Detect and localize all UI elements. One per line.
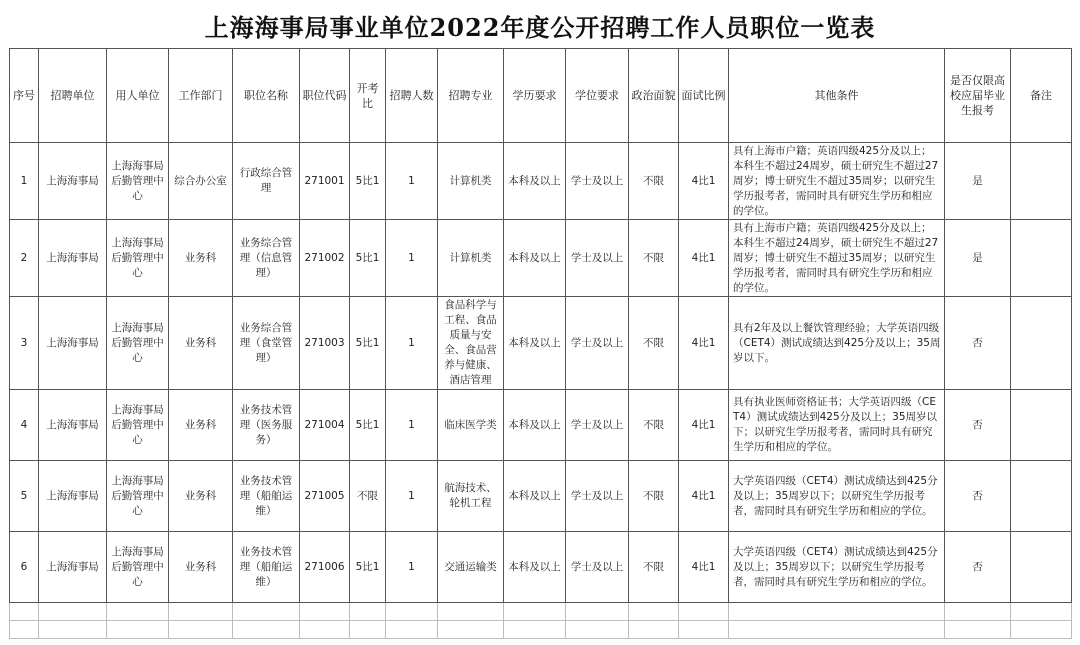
cell-position: 业务技术管理（船舶运维）: [233, 461, 300, 532]
header-cell: 政治面貌: [629, 49, 679, 143]
cell-dept: 业务科: [169, 297, 233, 390]
cell-ratio: 5比1: [350, 532, 386, 603]
cell-note: [1011, 461, 1072, 532]
empty-cell: [1011, 621, 1072, 639]
cell-degree: 学士及以上: [566, 297, 629, 390]
cell-note: [1011, 297, 1072, 390]
empty-cell: [438, 621, 504, 639]
header-cell: 学历要求: [504, 49, 566, 143]
cell-unit: 上海海事局: [39, 297, 107, 390]
empty-cell: [729, 603, 945, 621]
cell-employer: 上海海事局后勤管理中心: [107, 461, 169, 532]
cell-dept: 业务科: [169, 532, 233, 603]
header-cell: 是否仅限高校应届毕业生报考: [945, 49, 1011, 143]
cell-employer: 上海海事局后勤管理中心: [107, 297, 169, 390]
table-header-row: [10, 49, 1072, 143]
cell-other: 大学英语四级（CET4）测试成绩达到425分及以上；35周岁以下；以研究生学历报考者，需同时具有研究生学历和相应的学位。: [729, 461, 945, 532]
header-cell: 招聘人数: [386, 49, 438, 143]
cell-code: 271001: [300, 143, 350, 220]
cell-no: 2: [10, 220, 39, 297]
empty-cell: [386, 603, 438, 621]
cell-position: 业务技术管理（医务服务）: [233, 390, 300, 461]
table-row: [10, 220, 1072, 297]
cell-position: 业务综合管理（食堂管理）: [233, 297, 300, 390]
cell-other: 具有上海市户籍；英语四级425分及以上；本科生不超过24周岁，硕士研究生不超过27周岁；博士研究生不超过35周岁；以研究生学历报考者，需同时具有研究生学历和相应的学位。: [729, 220, 945, 297]
cell-interview: 4比1: [679, 143, 729, 220]
cell-count: 1: [386, 297, 438, 390]
empty-cell: [350, 603, 386, 621]
cell-no: 4: [10, 390, 39, 461]
cell-position: 业务综合管理（信息管理）: [233, 220, 300, 297]
cell-count: 1: [386, 220, 438, 297]
positions-table: [9, 48, 1072, 639]
empty-cell: [233, 621, 300, 639]
empty-cell: [438, 603, 504, 621]
empty-cell: [169, 621, 233, 639]
empty-cell: [350, 621, 386, 639]
cell-politics: 不限: [629, 143, 679, 220]
cell-graduate-only: 否: [945, 390, 1011, 461]
empty-row: [10, 621, 1072, 639]
empty-row: [10, 603, 1072, 621]
cell-code: 271004: [300, 390, 350, 461]
cell-major: 交通运输类: [438, 532, 504, 603]
header-cell: 序号: [10, 49, 39, 143]
cell-no: 3: [10, 297, 39, 390]
cell-count: 1: [386, 532, 438, 603]
cell-edu: 本科及以上: [504, 143, 566, 220]
empty-cell: [300, 603, 350, 621]
cell-interview: 4比1: [679, 220, 729, 297]
empty-cell: [107, 603, 169, 621]
cell-edu: 本科及以上: [504, 390, 566, 461]
empty-cell: [566, 603, 629, 621]
header-cell: 工作部门: [169, 49, 233, 143]
cell-politics: 不限: [629, 532, 679, 603]
cell-code: 271005: [300, 461, 350, 532]
cell-dept: 业务科: [169, 390, 233, 461]
cell-degree: 学士及以上: [566, 461, 629, 532]
cell-ratio: 5比1: [350, 220, 386, 297]
page-title: 上海海事局事业单位2022年度公开招聘工作人员职位一览表: [204, 13, 876, 42]
cell-unit: 上海海事局: [39, 220, 107, 297]
empty-cell: [233, 603, 300, 621]
empty-cell: [107, 621, 169, 639]
empty-cell: [504, 603, 566, 621]
empty-cell: [169, 603, 233, 621]
cell-interview: 4比1: [679, 390, 729, 461]
header-cell: 其他条件: [729, 49, 945, 143]
cell-graduate-only: 是: [945, 143, 1011, 220]
cell-ratio: 5比1: [350, 143, 386, 220]
cell-unit: 上海海事局: [39, 532, 107, 603]
empty-cell: [945, 621, 1011, 639]
header-cell: 备注: [1011, 49, 1072, 143]
cell-graduate-only: 否: [945, 532, 1011, 603]
cell-other: 具有上海市户籍；英语四级425分及以上；本科生不超过24周岁，硕士研究生不超过27周岁；博士研究生不超过35周岁；以研究生学历报考者，需同时具有研究生学历和相应的学位。: [729, 143, 945, 220]
cell-edu: 本科及以上: [504, 297, 566, 390]
cell-interview: 4比1: [679, 461, 729, 532]
table-row: [10, 297, 1072, 390]
header-cell: 开考比: [350, 49, 386, 143]
empty-cell: [1011, 603, 1072, 621]
empty-cell: [39, 621, 107, 639]
cell-degree: 学士及以上: [566, 143, 629, 220]
cell-graduate-only: 是: [945, 220, 1011, 297]
cell-politics: 不限: [629, 220, 679, 297]
cell-unit: 上海海事局: [39, 461, 107, 532]
cell-degree: 学士及以上: [566, 390, 629, 461]
empty-cell: [386, 621, 438, 639]
cell-major: 计算机类: [438, 220, 504, 297]
cell-other: 具有2年及以上餐饮管理经验；大学英语四级（CET4）测试成绩达到425分及以上；35周岁以下。: [729, 297, 945, 390]
empty-cell: [679, 621, 729, 639]
cell-dept: 业务科: [169, 220, 233, 297]
header-cell: 用人单位: [107, 49, 169, 143]
empty-cell: [945, 603, 1011, 621]
cell-note: [1011, 220, 1072, 297]
empty-cell: [629, 621, 679, 639]
cell-no: 6: [10, 532, 39, 603]
table-row: [10, 461, 1072, 532]
cell-count: 1: [386, 461, 438, 532]
cell-employer: 上海海事局后勤管理中心: [107, 532, 169, 603]
table-row: [10, 532, 1072, 603]
cell-count: 1: [386, 143, 438, 220]
cell-other: 具有执业医师资格证书；大学英语四级（CET4）测试成绩达到425分及以上；35周岁以下；以研究生学历报考者，需同时具有研究生学历和相应的学位。: [729, 390, 945, 461]
header-cell: 职位名称: [233, 49, 300, 143]
cell-major: 临床医学类: [438, 390, 504, 461]
empty-cell: [39, 603, 107, 621]
empty-cell: [629, 603, 679, 621]
cell-employer: 上海海事局后勤管理中心: [107, 143, 169, 220]
cell-interview: 4比1: [679, 297, 729, 390]
cell-unit: 上海海事局: [39, 390, 107, 461]
cell-dept: 业务科: [169, 461, 233, 532]
header-cell: 职位代码: [300, 49, 350, 143]
cell-employer: 上海海事局后勤管理中心: [107, 390, 169, 461]
cell-employer: 上海海事局后勤管理中心: [107, 220, 169, 297]
cell-note: [1011, 390, 1072, 461]
cell-degree: 学士及以上: [566, 532, 629, 603]
cell-no: 5: [10, 461, 39, 532]
header-cell: 学位要求: [566, 49, 629, 143]
empty-cell: [10, 621, 39, 639]
cell-interview: 4比1: [679, 532, 729, 603]
cell-position: 业务技术管理（船舶运维）: [233, 532, 300, 603]
cell-politics: 不限: [629, 297, 679, 390]
cell-code: 271006: [300, 532, 350, 603]
cell-ratio: 不限: [350, 461, 386, 532]
cell-major: 食品科学与工程、食品质量与安全、食品营养与健康、酒店管理: [438, 297, 504, 390]
cell-note: [1011, 532, 1072, 603]
cell-edu: 本科及以上: [504, 532, 566, 603]
cell-graduate-only: 否: [945, 297, 1011, 390]
empty-cell: [729, 621, 945, 639]
cell-politics: 不限: [629, 390, 679, 461]
empty-cell: [300, 621, 350, 639]
cell-code: 271003: [300, 297, 350, 390]
empty-cell: [566, 621, 629, 639]
cell-no: 1: [10, 143, 39, 220]
cell-ratio: 5比1: [350, 297, 386, 390]
cell-politics: 不限: [629, 461, 679, 532]
cell-major: 计算机类: [438, 143, 504, 220]
empty-cell: [10, 603, 39, 621]
header-cell: 招聘专业: [438, 49, 504, 143]
cell-count: 1: [386, 390, 438, 461]
cell-degree: 学士及以上: [566, 220, 629, 297]
table-row: [10, 143, 1072, 220]
cell-ratio: 5比1: [350, 390, 386, 461]
cell-graduate-only: 否: [945, 461, 1011, 532]
cell-edu: 本科及以上: [504, 220, 566, 297]
cell-dept: 综合办公室: [169, 143, 233, 220]
cell-code: 271002: [300, 220, 350, 297]
cell-major: 航海技术、轮机工程: [438, 461, 504, 532]
empty-cell: [504, 621, 566, 639]
cell-position: 行政综合管理: [233, 143, 300, 220]
header-cell: 招聘单位: [39, 49, 107, 143]
header-cell: 面试比例: [679, 49, 729, 143]
cell-other: 大学英语四级（CET4）测试成绩达到425分及以上；35周岁以下；以研究生学历报考者，需同时具有研究生学历和相应的学位。: [729, 532, 945, 603]
cell-edu: 本科及以上: [504, 461, 566, 532]
table-row: [10, 390, 1072, 461]
cell-note: [1011, 143, 1072, 220]
empty-cell: [679, 603, 729, 621]
cell-unit: 上海海事局: [39, 143, 107, 220]
